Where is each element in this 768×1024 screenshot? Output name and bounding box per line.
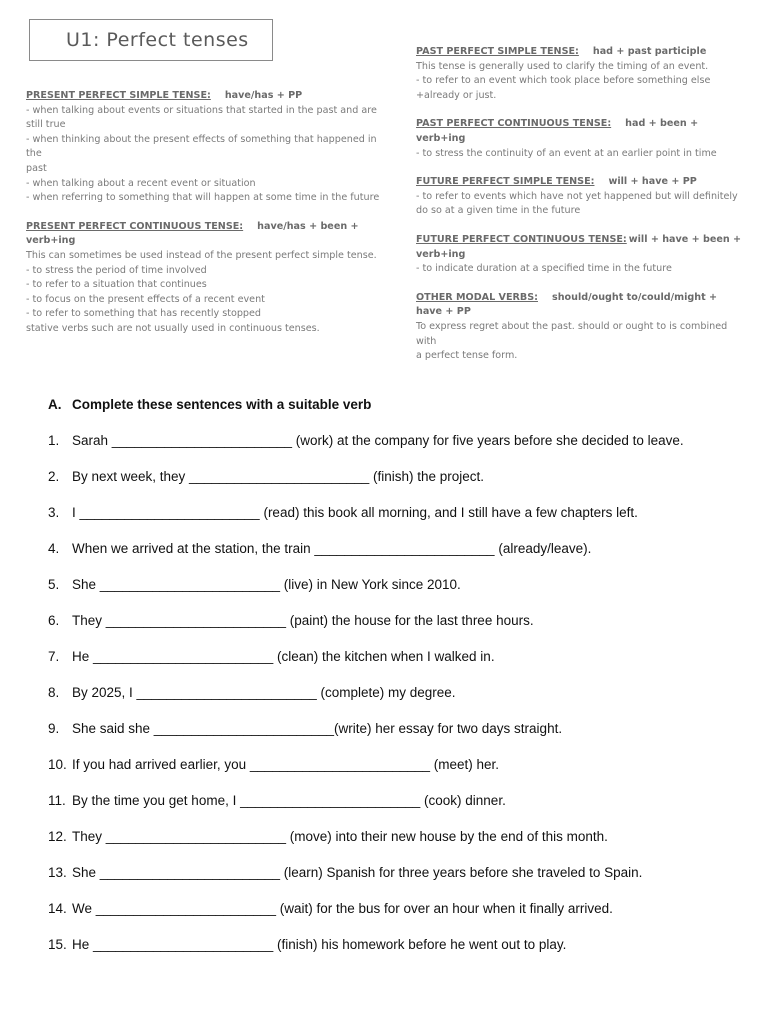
section-title: PRESENT PERFECT SIMPLE TENSE: [26, 90, 211, 101]
past-perfect-continuous-section [416, 117, 746, 161]
question-item [48, 613, 738, 649]
question-item [48, 829, 738, 865]
past-perfect-simple-section [416, 45, 746, 103]
question-number: 8. [48, 685, 60, 700]
question-number: 13. [48, 865, 67, 880]
question-text: When we arrived at the station, the train ________________________ (already/leave). [72, 541, 592, 556]
other-modal-verbs-section [416, 291, 746, 364]
question-item [48, 901, 738, 937]
question-number: 4. [48, 541, 60, 556]
section-formula: should/ought to/could/might + have + PP [416, 291, 718, 318]
note-line: - when thinking about the present effects of something that happened in the [26, 133, 377, 160]
note-line: To express regret about the past. should or ought to is combined with [416, 320, 728, 347]
note-line: - when referring to something that will happen at some time in the future [26, 192, 380, 204]
section-title: OTHER MODAL VERBS: [416, 291, 538, 303]
question-item [48, 433, 738, 469]
note-line: past [26, 162, 47, 174]
section-heading [416, 175, 746, 190]
note-line: - to focus on the present effects of a recent event [26, 293, 265, 305]
question-number: 15. [48, 937, 67, 952]
exercise-heading [48, 397, 738, 413]
question-text: He ________________________ (finish) his homework before he went out to play. [72, 937, 567, 952]
section-title: FUTURE PERFECT SIMPLE TENSE: [416, 176, 595, 188]
section-title: PAST PERFECT CONTINUOUS TENSE: [416, 118, 612, 130]
question-text: By the time you get home, I ________________________ (cook) dinner. [72, 793, 506, 808]
question-item [48, 505, 738, 541]
question-text: By 2025, I ________________________ (complete) my degree. [72, 685, 456, 700]
question-text: She ________________________ (live) in New York since 2010. [72, 577, 461, 592]
question-number: 3. [48, 505, 60, 520]
present-perfect-continuous-section [26, 220, 386, 337]
question-item [48, 793, 738, 829]
question-number: 5. [48, 577, 60, 592]
question-text: They ________________________ (move) into their new house by the end of this month. [72, 829, 608, 844]
note-line: This can sometimes be used instead of the present perfect simple tense. [26, 249, 377, 261]
question-item [48, 541, 738, 577]
question-item [48, 937, 738, 973]
question-text: If you had arrived earlier, you ________________________ (meet) her. [72, 757, 500, 772]
present-perfect-simple-section [26, 89, 386, 206]
exercise-instruction: Complete these sentences with a suitable verb [72, 397, 372, 412]
note-line: do so at a given time in the future [416, 205, 581, 217]
section-heading [26, 89, 386, 104]
question-number: 6. [48, 613, 60, 628]
question-item [48, 721, 738, 757]
note-line: - to stress the continuity of an event at an earlier point in time [416, 147, 717, 159]
question-number: 9. [48, 721, 60, 736]
question-item [48, 577, 738, 613]
exercise-letter: A. [48, 397, 62, 412]
future-perfect-continuous-section [416, 233, 746, 277]
section-formula: will + have + been + verb+ing [416, 233, 742, 260]
left-notes-column [26, 89, 386, 351]
question-text: By next week, they ________________________ (finish) the project. [72, 469, 485, 484]
note-line: - to refer to a situation that continues [26, 279, 207, 291]
question-number: 14. [48, 901, 67, 916]
section-formula: had + been + verb+ing [416, 118, 699, 144]
question-text: She said she ________________________(write) her essay for two days straight. [72, 721, 563, 736]
section-heading [416, 291, 746, 320]
note-line: a perfect tense form. [416, 350, 518, 362]
question-item [48, 865, 738, 901]
question-number: 1. [48, 433, 60, 448]
question-item [48, 757, 738, 793]
note-line: This tense is generally used to clarify the timing of an event. [416, 60, 709, 72]
page-title: U1: Perfect tenses [66, 29, 249, 51]
exercise-section [48, 397, 738, 973]
section-formula: have/has + been + verb+ing [26, 220, 359, 247]
section-heading [416, 117, 746, 146]
section-heading [26, 220, 386, 249]
note-line: still true [26, 119, 66, 131]
question-text: He ________________________ (clean) the kitchen when I walked in. [72, 649, 495, 664]
note-line: - to stress the period of time involved [26, 264, 207, 276]
question-text: We ________________________ (wait) for the bus for over an hour when it finally arrived. [72, 901, 613, 916]
note-line: - when talking about events or situations that started in the past and are [26, 104, 377, 116]
question-number: 7. [48, 649, 60, 664]
note-line: stative verbs such are not usually used in continuous tenses. [26, 322, 320, 334]
question-item [48, 469, 738, 505]
question-text: Sarah ________________________ (work) at the company for five years before she decided to leave. [72, 433, 684, 448]
question-number: 12. [48, 829, 67, 844]
section-heading [416, 233, 746, 262]
note-line: +already or just. [416, 89, 497, 101]
section-formula: will + have + PP [608, 176, 697, 188]
section-formula: have/has + PP [224, 90, 303, 101]
section-title: PRESENT PERFECT CONTINUOUS TENSE: [26, 220, 244, 232]
section-formula: had + past participle [592, 46, 707, 57]
title-box [29, 19, 273, 61]
right-notes-column [416, 45, 746, 378]
note-line: - to refer to something that has recently stopped [26, 308, 262, 320]
note-line: - when talking about a recent event or situation [26, 177, 256, 189]
question-number: 2. [48, 469, 60, 484]
section-title: FUTURE PERFECT CONTINUOUS TENSE: [416, 233, 627, 245]
note-line: - to refer to events which have not yet happened but will definitely [416, 190, 738, 202]
question-text: She ________________________ (learn) Spanish for three years before she traveled to Spain. [72, 865, 643, 880]
future-perfect-simple-section [416, 175, 746, 219]
question-number: 10. [48, 757, 67, 772]
question-text: I ________________________ (read) this book all morning, and I still have a few chapters left. [72, 505, 638, 520]
note-line: - to indicate duration at a specified time in the future [416, 263, 672, 275]
question-number: 11. [48, 793, 66, 808]
question-item [48, 649, 738, 685]
section-title: PAST PERFECT SIMPLE TENSE: [416, 46, 579, 57]
note-line: - to refer to an event which took place before something else [416, 75, 711, 87]
section-heading [416, 45, 746, 60]
question-text: They ________________________ (paint) the house for the last three hours. [72, 613, 534, 628]
question-item [48, 685, 738, 721]
